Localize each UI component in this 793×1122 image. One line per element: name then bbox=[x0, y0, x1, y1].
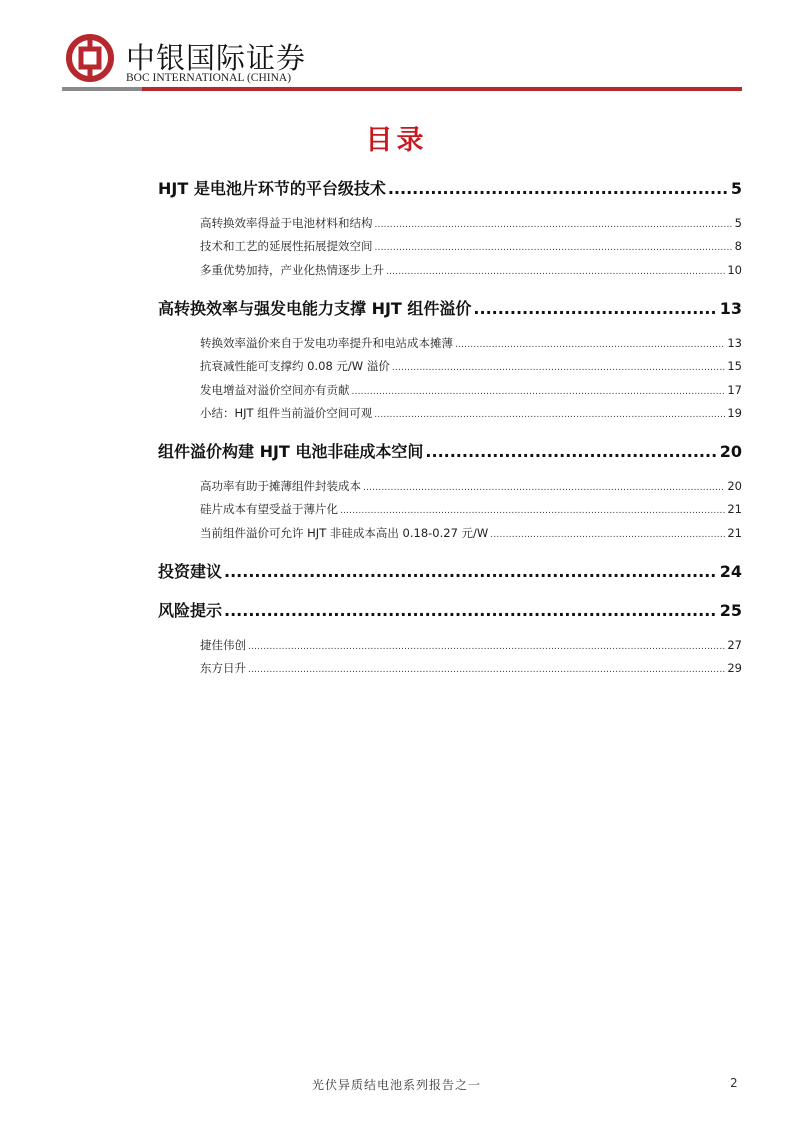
toc-page-number: 20 bbox=[719, 442, 742, 461]
toc-page-number: 27 bbox=[727, 638, 742, 652]
toc-section-5[interactable] bbox=[158, 598, 742, 621]
toc-title: 目录 bbox=[365, 125, 428, 156]
boc-logo-icon bbox=[66, 34, 114, 82]
dot-leader bbox=[392, 363, 726, 373]
toc-subsection[interactable] bbox=[200, 382, 742, 398]
toc-subsection-label: 转换效率溢价来自于发电功率提升和电站成本摊薄 bbox=[200, 336, 453, 350]
dot-leader bbox=[455, 340, 725, 350]
toc-page-number: 8 bbox=[734, 239, 742, 253]
dot-leader bbox=[375, 243, 733, 253]
toc-section-label: 风险提示 bbox=[158, 601, 223, 620]
toc-page-number: 25 bbox=[719, 601, 742, 620]
toc-subsection-label: 当前组件溢价可允许 HJT 非硅成本高出 0.18-0.27 元/W bbox=[200, 526, 489, 540]
toc-subsection-label: 多重优势加持，产业化热情逐步上升 bbox=[200, 263, 384, 277]
toc-subsection-label: 高转换效率得益于电池材料和结构 bbox=[200, 216, 373, 230]
dot-leader bbox=[224, 601, 718, 620]
dot-leader bbox=[388, 179, 729, 198]
toc-subsection[interactable] bbox=[200, 238, 742, 254]
toc-section-label: 组件溢价构建 HJT 电池非硅成本空间 bbox=[158, 442, 424, 461]
toc-page-number: 21 bbox=[727, 526, 742, 540]
footer-page-number: 2 bbox=[730, 1076, 738, 1090]
toc-section-2[interactable] bbox=[158, 296, 742, 319]
toc-page-number: 13 bbox=[727, 336, 742, 350]
dot-leader bbox=[386, 267, 725, 277]
toc-section-label: HJT 是电池片环节的平台级技术 bbox=[158, 179, 386, 198]
toc-subsection[interactable] bbox=[200, 637, 742, 653]
dot-leader bbox=[248, 665, 725, 675]
brand-name-cn: 中银国际证券 bbox=[126, 41, 307, 75]
toc-subsection[interactable] bbox=[200, 262, 742, 278]
dot-leader bbox=[352, 387, 726, 397]
dot-leader bbox=[363, 483, 725, 493]
toc-subsection-label: 抗衰减性能可支撑约 0.08 元/W 溢价 bbox=[200, 359, 390, 373]
dot-leader bbox=[224, 562, 718, 581]
toc-page-number: 17 bbox=[727, 383, 742, 397]
dot-leader bbox=[375, 220, 733, 230]
toc-page-number: 19 bbox=[727, 406, 742, 420]
toc-subsection-label: 高功率有助于摊薄组件封装成本 bbox=[200, 479, 361, 493]
toc-page-number: 10 bbox=[727, 263, 742, 277]
toc-subsection[interactable] bbox=[200, 660, 742, 676]
dot-leader bbox=[248, 642, 725, 652]
toc-subsection[interactable] bbox=[200, 358, 742, 374]
dot-leader bbox=[340, 506, 725, 516]
toc-subsection-label: 捷佳伟创 bbox=[200, 638, 246, 652]
toc-section-label: 高转换效率与强发电能力支撑 HJT 组件溢价 bbox=[158, 299, 472, 318]
page-header bbox=[62, 20, 742, 96]
toc-page-number: 20 bbox=[727, 479, 742, 493]
dot-leader bbox=[425, 442, 717, 461]
toc-subsection-label: 东方日升 bbox=[200, 661, 246, 675]
toc-page-number: 5 bbox=[734, 216, 742, 230]
toc-subsection[interactable] bbox=[200, 215, 742, 231]
toc-page-number: 21 bbox=[727, 502, 742, 516]
footer-report-title: 光伏异质结电池系列报告之一 bbox=[311, 1078, 481, 1092]
toc-page-number: 24 bbox=[719, 562, 742, 581]
toc-section-4[interactable] bbox=[158, 559, 742, 582]
toc-subsection[interactable] bbox=[200, 405, 742, 421]
toc-page-number: 29 bbox=[727, 661, 742, 675]
toc-page-number: 13 bbox=[719, 299, 742, 318]
toc-page-number: 5 bbox=[730, 179, 742, 198]
toc-subsection[interactable] bbox=[200, 335, 742, 351]
toc-subsection-label: 发电增益对溢价空间亦有贡献 bbox=[200, 383, 350, 397]
toc-subsection-label: 小结：HJT 组件当前溢价空间可观 bbox=[200, 406, 373, 420]
toc-subsection-label: 硅片成本有望受益于薄片化 bbox=[200, 502, 338, 516]
toc-section-label: 投资建议 bbox=[158, 562, 223, 581]
toc-subsection[interactable] bbox=[200, 525, 742, 541]
toc-subsection-label: 技术和工艺的延展性拓展提效空间 bbox=[200, 239, 373, 253]
header-rule-gray bbox=[62, 87, 142, 91]
header-rule-red bbox=[142, 87, 742, 91]
toc-page-number: 15 bbox=[727, 359, 742, 373]
toc-subsection[interactable] bbox=[200, 478, 742, 494]
dot-leader bbox=[473, 299, 717, 318]
dot-leader bbox=[490, 530, 725, 540]
toc-section-1[interactable] bbox=[158, 176, 742, 199]
dot-leader bbox=[374, 410, 725, 420]
toc-subsection[interactable] bbox=[200, 501, 742, 517]
brand-name-en: BOC INTERNATIONAL (CHINA) bbox=[126, 72, 292, 84]
toc-section-3[interactable] bbox=[158, 439, 742, 462]
